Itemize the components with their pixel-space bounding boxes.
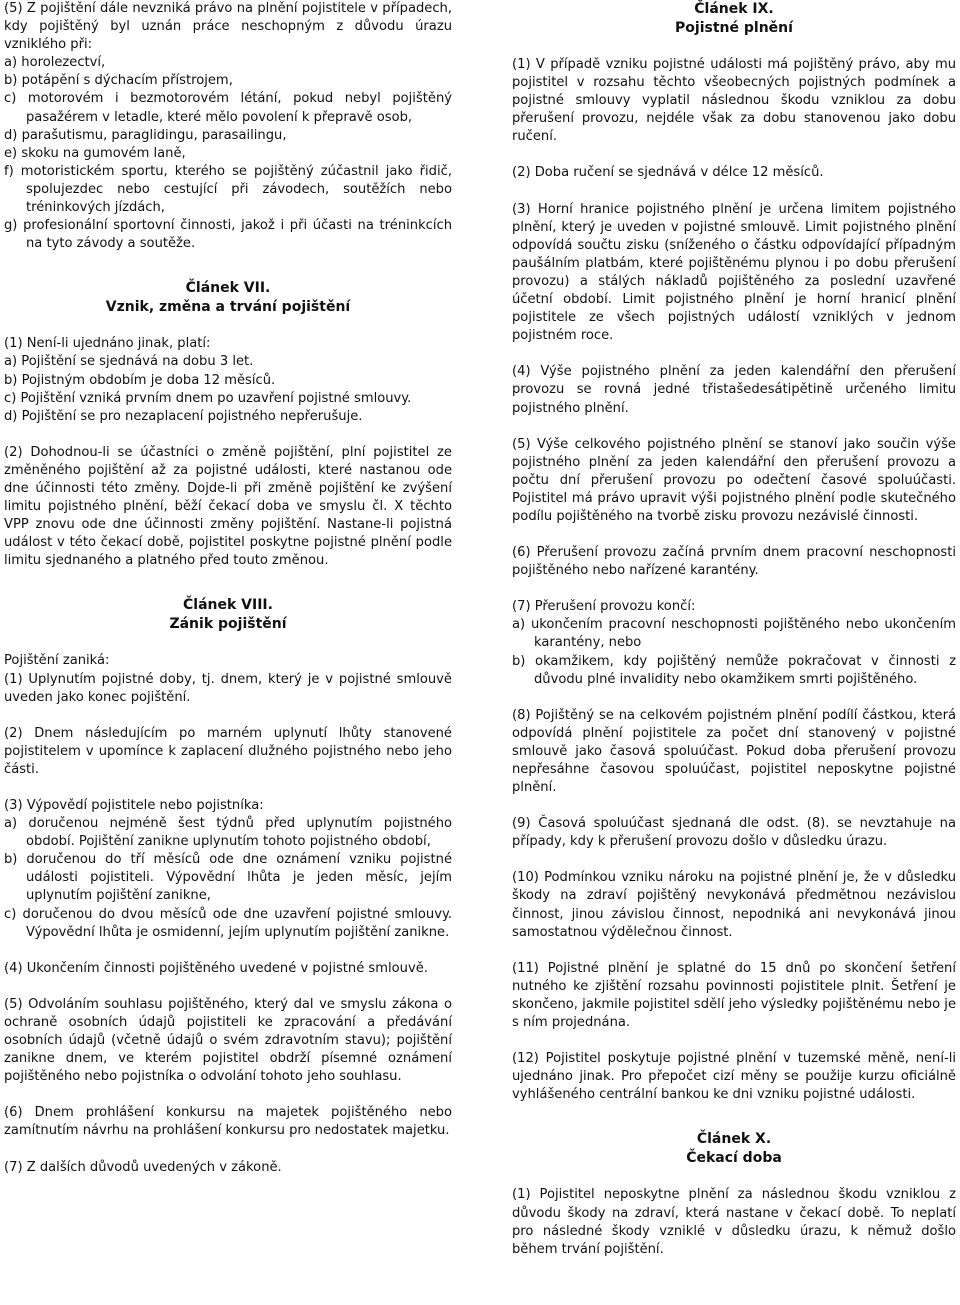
list-item: a) doručenou nejméně šest týdnů před uplynutím pojistného období. Pojištění zanikne uplynutím tohoto pojistného období, bbox=[4, 816, 452, 850]
list-item: b) potápění s dýchacím přístrojem, bbox=[4, 73, 233, 89]
list-item: e) skoku na gumovém laně, bbox=[4, 145, 186, 161]
art6-par5-intro: (5) Z pojištění dále nevzniká právo na plnění pojistitele v případech, kdy pojištěný byl uznán práce neschopným z důvodu úrazu vzniklého při: bbox=[4, 1, 452, 53]
art8-par6: (6) Dnem prohlášení konkursu na majetek pojištěného nebo zamítnutím návrhu na prohlášení konkursu pro nedostatek majetku. bbox=[4, 1105, 452, 1139]
art8-par5: (5) Odvoláním souhlasu pojištěného, který dal ve smyslu zákona o ochraně osobních údajů pojistiteli ke zpracování a předávání osobních údajů (včetně údajů o svém zdravotním stavu); pojištění zanikne dnem, ve kterém pojistitel obdrží písemné oznámení pojištěného nebo pojistníka o odvolání tohoto jeho souhlasu. bbox=[4, 996, 452, 1085]
article-7-subtitle: Vznik, změna a trvání pojištění bbox=[105, 299, 351, 316]
art8-par4: (4) Ukončením činnosti pojištěného uvedené v pojistné smlouvě. bbox=[4, 960, 428, 976]
list-item: c) Pojištění vzniká prvním dnem po uzavření pojistné smlouvy. bbox=[4, 390, 412, 406]
left-column bbox=[4, 0, 452, 1177]
article-7-title: Článek VII. bbox=[185, 280, 271, 297]
list-item: f) motoristickém sportu, kterého se pojištěný zúčastnil jako řidič, spolujezdec nebo cestující při závodech, soutěžích nebo tréninkových jízdách, bbox=[4, 163, 452, 216]
article-8-subtitle: Zánik pojištění bbox=[169, 616, 287, 633]
list-item: d) Pojištění se pro nezaplacení pojistného nepřerušuje. bbox=[4, 408, 363, 424]
art8-par3-intro: (3) Výpovědí pojistitele nebo pojistníka: bbox=[4, 798, 264, 813]
list-item: b) okamžikem, kdy pojištěný nemůže pokračovat v činnosti z důvodu plné invalidity nebo okamžikem smrti pojištěného. bbox=[512, 653, 956, 687]
art7-par2: (2) Dohodnou-li se účastníci o změně pojištění, plní pojistitel ze změněného pojištění až za pojistné události, které nastanou ode dne účinnosti této změny. Dojde-li při změně pojištění ke zvýšení limitu pojistného plnění, běží čekací doba ve smyslu čl. X těchto VPP znovu ode dne účinnosti změny pojištění. Nastane-li pojistná událost v této čekací době, pojistitel poskytne pojistné plnění podle limitu sjednaného a platného před touto změnou. bbox=[4, 444, 452, 569]
art9-par8: (8) Pojištěný se na celkovém pojistném plnění podílí částkou, která odpovídá plnění pojistitele za počet dní stanovený v pojistné smlouvě jako časová spoluúčast. Pokud doba přerušení provozu nepřesáhne časovou spoluúčast, pojistitel neposkytne pojistné plnění. bbox=[512, 707, 956, 796]
list-item: g) profesionální sportovní činnosti, jakož i při účasti na tréninkcích na tyto závody a soutěže. bbox=[4, 218, 452, 252]
art9-par3: (3) Horní hranice pojistného plnění je určena limitem pojistného plnění, který je uveden v pojistné smlouvě. Limit pojistného plnění odpovídá součtu zisku (sníženého o částku odpovídající případným paušálním platbám, které pojištěnému plynou i po dobu přerušení provozu) a stálých nákladů pojištěného za poslední uzavřené účetní období. Limit pojistného plnění je horní hranicí plnění pojistitele ze všech pojistných událostí vzniklých v jednom pojistném roce. bbox=[512, 201, 956, 344]
art9-par11: (11) Pojistné plnění je splatné do 15 dnů po skončení šetření nutného ke zjištění rozsahu povinnosti pojistitele plnit. Šetření je skončeno, jakmile pojistitel sdělí jeho výsledky pojištěnému nebo je s ním projednána. bbox=[512, 960, 956, 1031]
art9-par4: (4) Výše pojistného plnění za jeden kalendářní den přerušení provozu se rovná jedné třistašedesátipětině určeného limitu pojistného plnění. bbox=[512, 364, 956, 416]
list-item: a) Pojištění se sjednává na dobu 3 let. bbox=[4, 354, 254, 370]
article-9-title: Článek IX. bbox=[694, 1, 774, 17]
list-item: d) parašutismu, paraglidingu, parasailingu, bbox=[4, 127, 287, 143]
art8-par7: (7) Z dalších důvodů uvedených v zákoně. bbox=[4, 1159, 282, 1175]
art8-intro: Pojištění zaniká: bbox=[4, 653, 110, 669]
art10-par1: (1) Pojistitel neposkytne plnění za následnou škodu vzniklou z důvodu škody na zdraví, která nastane v čekací době. To neplatí pro následné škody vzniklé v důsledku úrazu, k němuž došlo během trvání pojištění. bbox=[512, 1187, 956, 1257]
list-item: c) doručenou do dvou měsíců ode dne uzavření pojistné smlouvy. Výpovědní lhůta je osmidenní, jejím uplynutím pojištění zanikne. bbox=[4, 906, 452, 940]
article-8-title: Článek VIII. bbox=[183, 597, 273, 614]
article-10-title: Článek X. bbox=[696, 1131, 772, 1148]
right-column bbox=[512, 0, 956, 1259]
art9-par1: (1) V případě vzniku pojistné události má pojištěný právo, aby mu pojistitel v rozsahu těchto všeobecných pojistných podmínek a pojistné smlouvy vyplatil následnou škodu vzniklou za dobu přerušení provozu, nejdéle však za dobu stanovenou jako dobu ručení. bbox=[512, 57, 956, 145]
art8-par2: (2) Dnem následujícím po marném uplynutí lhůty stanovené pojistitelem v upomínce k zaplacení dlužného pojistného nebo jeho části. bbox=[4, 725, 452, 777]
art9-par6: (6) Přerušení provozu začíná prvním dnem pracovní neschopnosti pojištěného nebo nařízené karantény. bbox=[512, 545, 956, 579]
art9-par7-intro: (7) Přerušení provozu končí: bbox=[512, 599, 696, 615]
list-item: c) motorovém i bezmotorovém létání, pokud nebyl pojištěný pasažérem v letadle, které mělo povolení k přepravě osob, bbox=[4, 91, 452, 125]
art9-par10: (10) Podmínkou vzniku nároku na pojistné plnění je, že v důsledku škody na zdraví pojištěný nevykonává předmětnou nezávislou činnost, jinou závislou činnost, nepodniká ani nevykonává jinou samostatnou výdělečnou činnost. bbox=[512, 870, 956, 940]
art9-par9: (9) Časová spoluúčast sjednaná dle odst. (8). se nevztahuje na případy, kdy k přerušení provozu došlo v důsledku úrazu. bbox=[512, 816, 956, 850]
list-item: a) horolezectví, bbox=[4, 55, 106, 71]
list-item: b) Pojistným obdobím je doba 12 měsíců. bbox=[4, 372, 276, 388]
art9-par12: (12) Pojistitel poskytuje pojistné plnění v tuzemské měně, není-li ujednáno jinak. Pro přepočet cizí měny se použije kurzu oficiálně vyhlášeného centrální bankou ke dni vzniku pojistné události. bbox=[512, 1051, 956, 1103]
list-item: a) ukončením pracovní neschopnosti pojištěného nebo ukončením karantény, nebo bbox=[512, 617, 956, 651]
art8-par1: (1) Uplynutím pojistné doby, tj. dnem, který je v pojistné smlouvě uveden jako konec pojištění. bbox=[4, 671, 452, 705]
art7-par1-intro: (1) Není-li ujednáno jinak, platí: bbox=[4, 336, 211, 352]
article-10-subtitle: Čekací doba bbox=[686, 1150, 782, 1167]
list-item: b) doručenou do tří měsíců ode dne oznámení vzniku pojistné události pojistiteli. Výpovědní lhůta je jeden měsíc, jejím uplynutím pojištění zanikne, bbox=[4, 852, 452, 904]
art9-par2: (2) Doba ručení se sjednává v délce 12 měsíců. bbox=[512, 165, 824, 181]
article-9-subtitle: Pojistné plnění bbox=[675, 20, 793, 36]
art9-par5: (5) Výše celkového pojistného plnění se stanoví jako součin výše pojistného plnění za jeden kalendářní den přerušení provozu a počtu dní přerušení provozu po odečtení časové spoluúčasti. Pojistitel má právo upravit výši pojistného plnění podle skutečného podílu pojištěného na tvorbě zisku provozu nezávislé činnosti. bbox=[512, 436, 956, 524]
